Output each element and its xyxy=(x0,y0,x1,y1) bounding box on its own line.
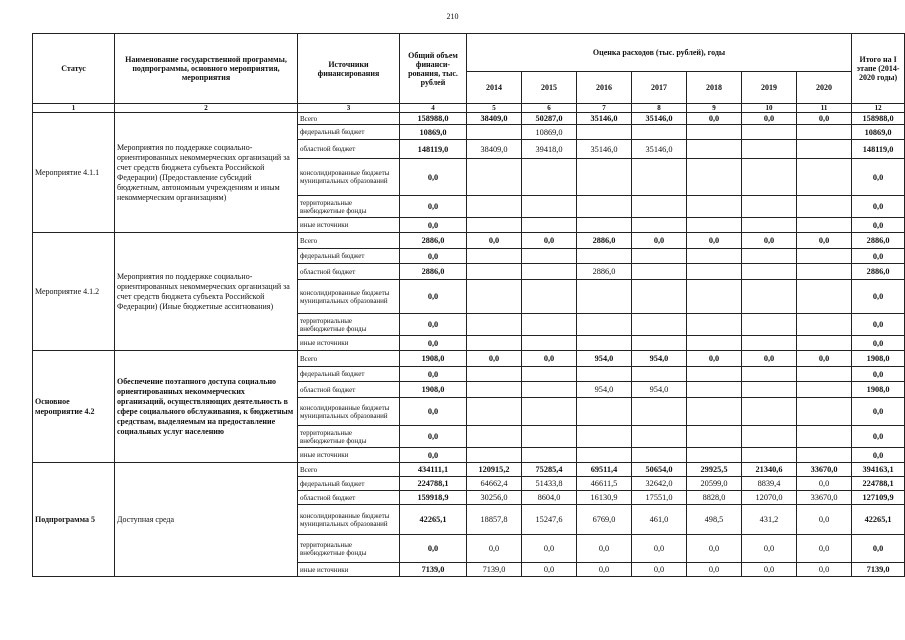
status-cell: Основное мероприятие 4.2 xyxy=(33,351,115,463)
year-value-cell xyxy=(687,196,742,218)
source-cell: территориальные внебюджетные фонды xyxy=(298,426,400,448)
total-cell: 1908,0 xyxy=(400,382,467,398)
year-value-cell xyxy=(632,249,687,264)
column-index: 10 xyxy=(742,104,797,113)
year-value-cell xyxy=(467,426,522,448)
year-value-cell xyxy=(742,196,797,218)
source-cell: территориальные внебюджетные фонды xyxy=(298,535,400,563)
column-index-row xyxy=(33,104,905,113)
total-cell: 148119,0 xyxy=(400,140,467,159)
header-status: Статус xyxy=(33,34,115,104)
year-value-cell xyxy=(632,367,687,382)
year-value-cell xyxy=(797,314,852,336)
header-year: 2020 xyxy=(797,72,852,104)
year-value-cell xyxy=(467,314,522,336)
year-value-cell: 461,0 xyxy=(632,505,687,535)
table-row xyxy=(33,463,905,477)
year-value-cell: 0,0 xyxy=(687,563,742,577)
year-value-cell xyxy=(467,196,522,218)
total-cell: 0,0 xyxy=(400,218,467,233)
year-value-cell: 69511,4 xyxy=(577,463,632,477)
year-value-cell: 0,0 xyxy=(577,563,632,577)
year-value-cell: 8828,0 xyxy=(687,491,742,505)
stage-total-cell: 2886,0 xyxy=(852,233,905,249)
stage-total-cell: 1908,0 xyxy=(852,351,905,367)
measure-name-cell: Обеспечение поэтапного доступа социально ориентированных некоммерческих организаций, осуществляющих деятельность в сфере социального обслуживания, к бюджетным средствам, выделяемым на предоставление социальных услуг населению xyxy=(115,351,298,463)
year-value-cell xyxy=(687,382,742,398)
source-cell: федеральный бюджет xyxy=(298,249,400,264)
year-value-cell xyxy=(742,448,797,463)
year-value-cell: 0,0 xyxy=(467,233,522,249)
year-value-cell: 21340,6 xyxy=(742,463,797,477)
total-cell: 10869,0 xyxy=(400,125,467,140)
total-cell: 224788,1 xyxy=(400,477,467,491)
header-year: 2017 xyxy=(632,72,687,104)
year-value-cell xyxy=(632,426,687,448)
year-value-cell: 17551,0 xyxy=(632,491,687,505)
stage-total-cell: 224788,1 xyxy=(852,477,905,491)
stage-total-cell: 2886,0 xyxy=(852,264,905,280)
table-row xyxy=(33,351,905,367)
year-value-cell xyxy=(797,196,852,218)
year-value-cell xyxy=(687,426,742,448)
year-value-cell xyxy=(687,125,742,140)
stage-total-cell: 0,0 xyxy=(852,159,905,196)
year-value-cell xyxy=(742,382,797,398)
year-value-cell xyxy=(467,336,522,351)
status-cell: Подпрограмма 5 xyxy=(33,463,115,577)
total-cell: 0,0 xyxy=(400,448,467,463)
year-value-cell: 498,5 xyxy=(687,505,742,535)
table-body xyxy=(33,113,905,577)
total-cell: 0,0 xyxy=(400,196,467,218)
year-value-cell xyxy=(467,367,522,382)
year-value-cell: 20599,0 xyxy=(687,477,742,491)
header-estimate: Оценка расходов (тыс. рублей), годы xyxy=(467,34,852,72)
year-value-cell xyxy=(577,426,632,448)
stage-total-cell: 0,0 xyxy=(852,398,905,426)
source-cell: областной бюджет xyxy=(298,140,400,159)
year-value-cell xyxy=(632,125,687,140)
year-value-cell: 32642,0 xyxy=(632,477,687,491)
year-value-cell xyxy=(687,249,742,264)
year-value-cell xyxy=(522,264,577,280)
year-value-cell xyxy=(687,367,742,382)
year-value-cell: 0,0 xyxy=(797,535,852,563)
header-stage: Итого на I этапе (2014-2020 годы) xyxy=(852,34,905,104)
total-cell: 0,0 xyxy=(400,336,467,351)
year-value-cell xyxy=(797,367,852,382)
year-value-cell xyxy=(687,280,742,314)
total-cell: 0,0 xyxy=(400,535,467,563)
year-value-cell xyxy=(577,196,632,218)
year-value-cell: 0,0 xyxy=(742,233,797,249)
stage-total-cell: 0,0 xyxy=(852,280,905,314)
year-value-cell xyxy=(742,125,797,140)
year-value-cell: 0,0 xyxy=(797,113,852,125)
source-cell: Всего xyxy=(298,463,400,477)
stage-total-cell: 0,0 xyxy=(852,336,905,351)
year-value-cell: 6769,0 xyxy=(577,505,632,535)
source-cell: иные источники xyxy=(298,563,400,577)
year-value-cell: 50287,0 xyxy=(522,113,577,125)
column-index: 7 xyxy=(577,104,632,113)
year-value-cell xyxy=(577,314,632,336)
year-value-cell xyxy=(577,249,632,264)
stage-total-cell: 0,0 xyxy=(852,426,905,448)
year-value-cell xyxy=(577,125,632,140)
status-cell: Мероприятие 4.1.2 xyxy=(33,233,115,351)
column-index: 3 xyxy=(298,104,400,113)
year-value-cell: 0,0 xyxy=(687,351,742,367)
year-value-cell xyxy=(632,398,687,426)
header-year: 2016 xyxy=(577,72,632,104)
year-value-cell xyxy=(522,382,577,398)
total-cell: 0,0 xyxy=(400,159,467,196)
measure-name-cell: Мероприятия по поддержке социально-ориентированных некоммерческих организаций за счет средств бюджета субъекта Российской Федерации) (Иные бюджетные ассигнования) xyxy=(115,233,298,351)
year-value-cell: 35146,0 xyxy=(577,113,632,125)
year-value-cell xyxy=(632,159,687,196)
year-value-cell xyxy=(522,159,577,196)
year-value-cell xyxy=(522,426,577,448)
year-value-cell xyxy=(467,218,522,233)
year-value-cell xyxy=(522,249,577,264)
year-value-cell: 0,0 xyxy=(687,535,742,563)
year-value-cell xyxy=(687,159,742,196)
year-value-cell xyxy=(522,314,577,336)
source-cell: федеральный бюджет xyxy=(298,367,400,382)
total-cell: 1908,0 xyxy=(400,351,467,367)
total-cell: 0,0 xyxy=(400,398,467,426)
year-value-cell: 0,0 xyxy=(742,563,797,577)
year-value-cell: 39418,0 xyxy=(522,140,577,159)
source-cell: областной бюджет xyxy=(298,491,400,505)
year-value-cell: 35146,0 xyxy=(632,113,687,125)
year-value-cell: 120915,2 xyxy=(467,463,522,477)
year-value-cell: 33670,0 xyxy=(797,491,852,505)
year-value-cell: 50654,0 xyxy=(632,463,687,477)
stage-total-cell: 1908,0 xyxy=(852,382,905,398)
year-value-cell xyxy=(687,314,742,336)
column-index: 6 xyxy=(522,104,577,113)
source-cell: иные источники xyxy=(298,448,400,463)
year-value-cell xyxy=(742,398,797,426)
year-value-cell xyxy=(742,159,797,196)
source-cell: консолидированные бюджеты муниципальных образований xyxy=(298,398,400,426)
total-cell: 0,0 xyxy=(400,426,467,448)
header-year: 2014 xyxy=(467,72,522,104)
total-cell: 2886,0 xyxy=(400,233,467,249)
year-value-cell xyxy=(742,264,797,280)
year-value-cell: 0,0 xyxy=(742,113,797,125)
year-value-cell xyxy=(797,382,852,398)
year-value-cell xyxy=(687,140,742,159)
column-index: 1 xyxy=(33,104,115,113)
source-cell: областной бюджет xyxy=(298,264,400,280)
year-value-cell xyxy=(632,264,687,280)
stage-total-cell: 127109,9 xyxy=(852,491,905,505)
year-value-cell xyxy=(577,336,632,351)
year-value-cell: 0,0 xyxy=(797,477,852,491)
year-value-cell xyxy=(742,336,797,351)
year-value-cell xyxy=(797,398,852,426)
year-value-cell: 38409,0 xyxy=(467,113,522,125)
year-value-cell: 0,0 xyxy=(687,233,742,249)
year-value-cell: 954,0 xyxy=(577,351,632,367)
year-value-cell xyxy=(522,280,577,314)
stage-total-cell: 0,0 xyxy=(852,249,905,264)
year-value-cell xyxy=(797,280,852,314)
year-value-cell: 0,0 xyxy=(522,563,577,577)
year-value-cell: 38409,0 xyxy=(467,140,522,159)
year-value-cell xyxy=(577,398,632,426)
total-cell: 0,0 xyxy=(400,249,467,264)
year-value-cell xyxy=(687,448,742,463)
total-cell: 2886,0 xyxy=(400,264,467,280)
year-value-cell xyxy=(742,367,797,382)
year-value-cell xyxy=(632,448,687,463)
year-value-cell xyxy=(797,125,852,140)
year-value-cell xyxy=(687,218,742,233)
stage-total-cell: 10869,0 xyxy=(852,125,905,140)
year-value-cell xyxy=(467,159,522,196)
year-value-cell xyxy=(632,280,687,314)
year-value-cell: 0,0 xyxy=(742,351,797,367)
source-cell: Всего xyxy=(298,113,400,125)
total-cell: 42265,1 xyxy=(400,505,467,535)
year-value-cell xyxy=(522,336,577,351)
stage-total-cell: 0,0 xyxy=(852,367,905,382)
year-value-cell: 954,0 xyxy=(577,382,632,398)
year-value-cell: 7139,0 xyxy=(467,563,522,577)
stage-total-cell: 0,0 xyxy=(852,314,905,336)
column-index: 8 xyxy=(632,104,687,113)
year-value-cell: 12070,0 xyxy=(742,491,797,505)
year-value-cell: 0,0 xyxy=(522,351,577,367)
source-cell: Всего xyxy=(298,351,400,367)
year-value-cell xyxy=(742,140,797,159)
source-cell: консолидированные бюджеты муниципальных образований xyxy=(298,505,400,535)
page-number: 210 xyxy=(446,12,459,21)
year-value-cell xyxy=(797,249,852,264)
source-cell: территориальные внебюджетные фонды xyxy=(298,196,400,218)
year-value-cell: 431,2 xyxy=(742,505,797,535)
year-value-cell: 29925,5 xyxy=(687,463,742,477)
source-cell: иные источники xyxy=(298,218,400,233)
column-index: 11 xyxy=(797,104,852,113)
source-cell: консолидированные бюджеты муниципальных образований xyxy=(298,159,400,196)
year-value-cell xyxy=(632,196,687,218)
year-value-cell xyxy=(522,367,577,382)
total-cell: 158988,0 xyxy=(400,113,467,125)
year-value-cell: 64662,4 xyxy=(467,477,522,491)
year-value-cell: 954,0 xyxy=(632,351,687,367)
year-value-cell: 0,0 xyxy=(632,563,687,577)
year-value-cell: 33670,0 xyxy=(797,463,852,477)
year-value-cell: 0,0 xyxy=(797,351,852,367)
year-value-cell: 0,0 xyxy=(797,563,852,577)
year-value-cell: 0,0 xyxy=(687,113,742,125)
year-value-cell xyxy=(797,336,852,351)
year-value-cell xyxy=(522,398,577,426)
year-value-cell: 8604,0 xyxy=(522,491,577,505)
header-total: Общий объем финанси-рования, тыс. рублей xyxy=(400,34,467,104)
table-row xyxy=(33,233,905,249)
column-index: 5 xyxy=(467,104,522,113)
total-cell: 0,0 xyxy=(400,314,467,336)
year-value-cell xyxy=(577,280,632,314)
total-cell: 434111,1 xyxy=(400,463,467,477)
year-value-cell xyxy=(797,159,852,196)
year-value-cell xyxy=(632,218,687,233)
source-cell: иные источники xyxy=(298,336,400,351)
year-value-cell xyxy=(577,159,632,196)
header-name: Наименование государственной программы, подпрограммы, основного мероприятия, мероприятия xyxy=(115,34,298,104)
source-cell: федеральный бюджет xyxy=(298,477,400,491)
year-value-cell xyxy=(797,264,852,280)
year-value-cell xyxy=(577,218,632,233)
stage-total-cell: 0,0 xyxy=(852,196,905,218)
source-cell: Всего xyxy=(298,233,400,249)
source-cell: федеральный бюджет xyxy=(298,125,400,140)
stage-total-cell: 158988,0 xyxy=(852,113,905,125)
year-value-cell: 0,0 xyxy=(522,535,577,563)
total-cell: 0,0 xyxy=(400,367,467,382)
stage-total-cell: 7139,0 xyxy=(852,563,905,577)
column-index: 2 xyxy=(115,104,298,113)
header-sources: Источники финансирования xyxy=(298,34,400,104)
year-value-cell: 0,0 xyxy=(742,535,797,563)
year-value-cell xyxy=(687,264,742,280)
status-cell: Мероприятие 4.1.1 xyxy=(33,113,115,233)
column-index: 9 xyxy=(687,104,742,113)
stage-total-cell: 0,0 xyxy=(852,448,905,463)
expenditure-table xyxy=(32,33,905,577)
year-value-cell: 8839,4 xyxy=(742,477,797,491)
year-value-cell: 75285,4 xyxy=(522,463,577,477)
year-value-cell xyxy=(577,367,632,382)
header-year: 2015 xyxy=(522,72,577,104)
year-value-cell: 2886,0 xyxy=(577,264,632,280)
column-index: 4 xyxy=(400,104,467,113)
source-cell: территориальные внебюджетные фонды xyxy=(298,314,400,336)
year-value-cell xyxy=(467,398,522,426)
year-value-cell: 46611,5 xyxy=(577,477,632,491)
year-value-cell: 2886,0 xyxy=(577,233,632,249)
year-value-cell: 0,0 xyxy=(797,233,852,249)
year-value-cell xyxy=(797,448,852,463)
total-cell: 159918,9 xyxy=(400,491,467,505)
year-value-cell xyxy=(467,382,522,398)
year-value-cell: 35146,0 xyxy=(632,140,687,159)
stage-total-cell: 0,0 xyxy=(852,218,905,233)
year-value-cell xyxy=(577,448,632,463)
year-value-cell xyxy=(742,249,797,264)
source-cell: консолидированные бюджеты муниципальных образований xyxy=(298,280,400,314)
year-value-cell xyxy=(687,336,742,351)
year-value-cell: 0,0 xyxy=(467,535,522,563)
stage-total-cell: 394163,1 xyxy=(852,463,905,477)
year-value-cell: 0,0 xyxy=(577,535,632,563)
column-index: 12 xyxy=(852,104,905,113)
year-value-cell xyxy=(522,196,577,218)
stage-total-cell: 148119,0 xyxy=(852,140,905,159)
year-value-cell xyxy=(742,426,797,448)
year-value-cell xyxy=(687,398,742,426)
year-value-cell xyxy=(797,140,852,159)
total-cell: 7139,0 xyxy=(400,563,467,577)
year-value-cell xyxy=(632,336,687,351)
year-value-cell: 16130,9 xyxy=(577,491,632,505)
year-value-cell: 0,0 xyxy=(522,233,577,249)
year-value-cell: 0,0 xyxy=(467,351,522,367)
year-value-cell: 0,0 xyxy=(797,505,852,535)
table-row xyxy=(33,113,905,125)
year-value-cell xyxy=(522,448,577,463)
year-value-cell xyxy=(632,314,687,336)
year-value-cell xyxy=(742,314,797,336)
year-value-cell: 10869,0 xyxy=(522,125,577,140)
measure-name-cell: Мероприятия по поддержке социально-ориентированных некоммерческих организаций за счет средств бюджета субъекта Российской Федерации) (Предоставление субсидий бюджетным, автономным учреждениям и иным некоммерческим организациям) xyxy=(115,113,298,233)
year-value-cell xyxy=(522,218,577,233)
year-value-cell: 0,0 xyxy=(632,535,687,563)
total-cell: 0,0 xyxy=(400,280,467,314)
header-year: 2019 xyxy=(742,72,797,104)
year-value-cell: 51433,8 xyxy=(522,477,577,491)
year-value-cell: 15247,6 xyxy=(522,505,577,535)
stage-total-cell: 0,0 xyxy=(852,535,905,563)
year-value-cell xyxy=(797,426,852,448)
year-value-cell: 35146,0 xyxy=(577,140,632,159)
year-value-cell xyxy=(467,249,522,264)
measure-name-cell: Доступная среда xyxy=(115,463,298,577)
year-value-cell: 18857,8 xyxy=(467,505,522,535)
year-value-cell: 30256,0 xyxy=(467,491,522,505)
year-value-cell xyxy=(467,448,522,463)
year-value-cell xyxy=(467,280,522,314)
year-value-cell xyxy=(467,264,522,280)
year-value-cell xyxy=(742,280,797,314)
year-value-cell xyxy=(742,218,797,233)
source-cell: областной бюджет xyxy=(298,382,400,398)
year-value-cell: 0,0 xyxy=(632,233,687,249)
year-value-cell xyxy=(467,125,522,140)
year-value-cell xyxy=(797,218,852,233)
stage-total-cell: 42265,1 xyxy=(852,505,905,535)
header-year: 2018 xyxy=(687,72,742,104)
year-value-cell: 954,0 xyxy=(632,382,687,398)
